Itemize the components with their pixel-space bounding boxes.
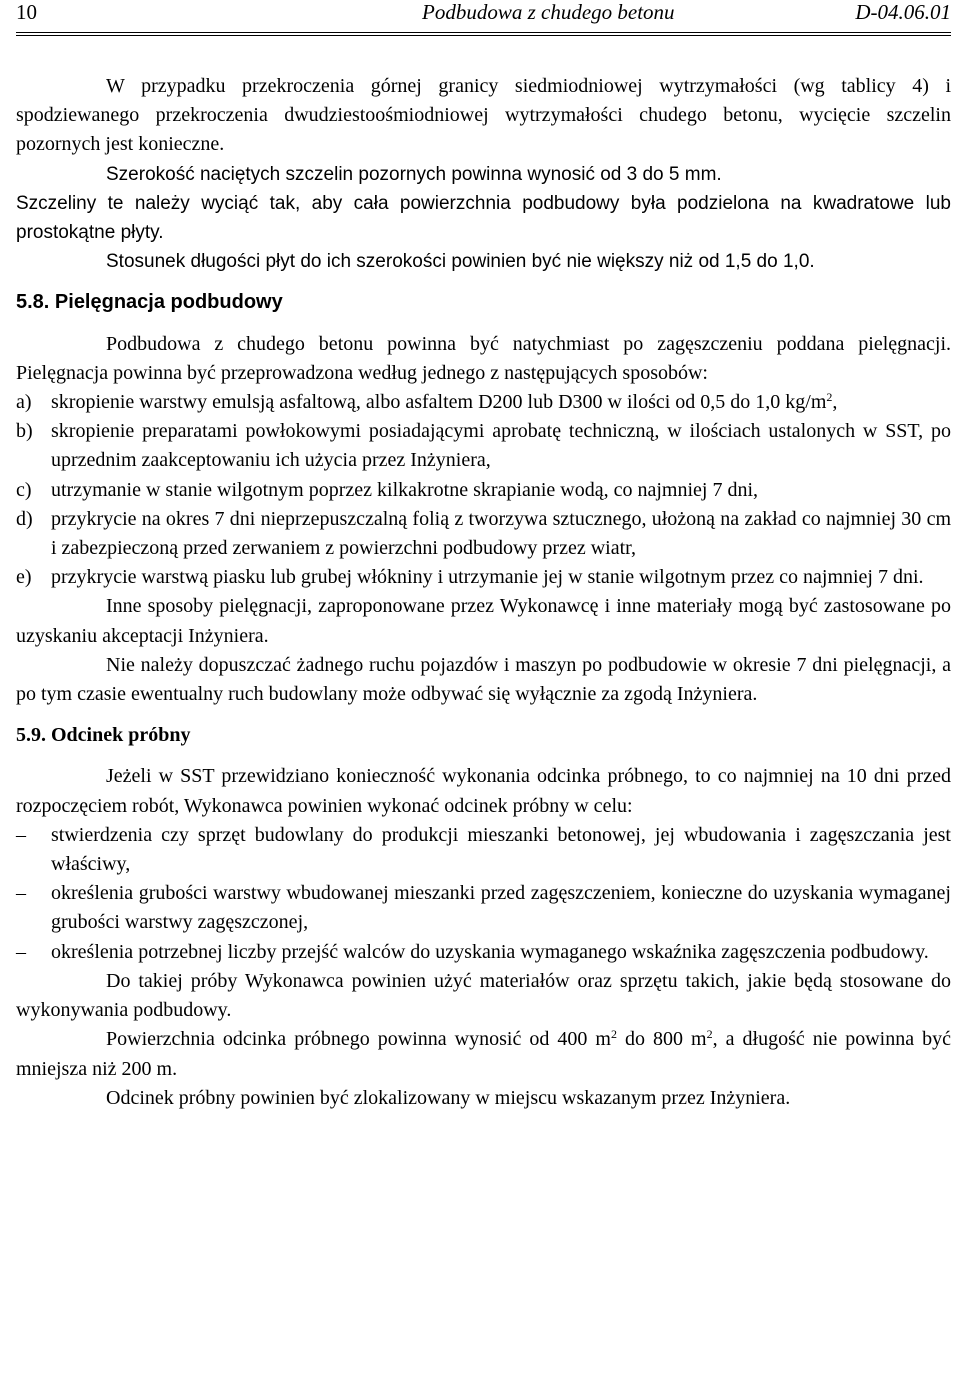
p3-part-a: Powierzchnia odcinka próbnego powinna wynosić od 400 m xyxy=(106,1028,611,1051)
list-marker: b) xyxy=(16,420,33,443)
list-marker: d) xyxy=(16,507,33,530)
list-item xyxy=(16,388,951,417)
superscript: 2 xyxy=(706,1027,713,1042)
document-body xyxy=(16,72,951,1113)
intro-paragraph-2: Szerokość naciętych szczelin pozornych powinna wynosić od 3 do 5 mm. xyxy=(106,163,722,185)
page-number: 10 xyxy=(16,0,37,24)
document-page xyxy=(16,0,952,1109)
list-item xyxy=(16,476,951,505)
list-item-text: przykrycie na okres 7 dni nieprzepuszczalną folią z tworzywa sztucznego, ułożoną na zakład co najmniej 30 cm i zabezpieczoną przed zerwaniem z powierzchni podbudowy przez wiatr, xyxy=(51,507,951,560)
page-header xyxy=(16,0,951,36)
list-item-text: stwierdzenia czy sprzęt budowlany do produkcji mieszanki betonowej, jej wbudowania i zagęszczania jest właściwy, xyxy=(51,823,951,876)
section-5-8-p1-a: Podbudowa z chudego betonu powinna być natychmiast po zagęszczeniu poddana pielęgnacji. xyxy=(106,332,951,355)
list-marker: a) xyxy=(16,391,32,414)
superscript: 2 xyxy=(610,1027,617,1042)
list-item-text: skropienie preparatami powłokowymi posiadającymi aprobatę techniczną, w ilościach ustalonych w SST, po uprzednim zaakceptowaniu ich użycia przez Inżyniera, xyxy=(51,420,951,472)
list-item xyxy=(16,938,951,967)
list-marker: c) xyxy=(16,478,32,501)
intro-paragraph-4: Stosunek długości płyt do ich szerokości powinien być nie większy niż od 1,5 do 1,0. xyxy=(106,251,815,273)
list-item-text: przykrycie warstwą piasku lub grubej włókniny i utrzymanie jej w stanie wilgotnym przez co najmniej 7 dni. xyxy=(51,566,924,589)
section-5-9-paragraph-4: Odcinek próbny powinien być zlokalizowany w miejscu wskazanym przez Inżyniera. xyxy=(106,1086,791,1109)
list-marker: – xyxy=(16,940,26,963)
care-methods-list xyxy=(16,388,951,592)
p3-part-c: , a długość nie powinna być mniejsza niż 200 m. xyxy=(16,1028,952,1080)
list-item-tail: , xyxy=(832,391,838,414)
list-item-text: skropienie warstwy emulsją asfaltową, albo asfaltem D200 lub D300 w ilości od 0,5 do 1,0 kg/m xyxy=(51,391,827,414)
list-marker: – xyxy=(16,882,26,905)
section-5-9-paragraph-2: Do takiej próby Wykonawca powinien użyć materiałów oraz sprzętu takich, jakie będą stosowane do wykonywania podbudowy. xyxy=(16,969,951,1022)
list-item-text: utrzymanie w stanie wilgotnym poprzez kilkakrotne skrapianie wodą, co najmniej 7 dni, xyxy=(51,478,759,501)
list-item xyxy=(16,417,951,475)
header-rule xyxy=(16,32,951,36)
list-item-text: określenia grubości warstwy wbudowanej mieszanki przed zagęszczeniem, konieczne do uzyskania wymaganej grubości warstwy zagęszczonej, xyxy=(51,882,951,934)
section-heading-5-8: 5.8. Pielęgnacja podbudowy xyxy=(16,291,283,314)
section-5-9-paragraph-1: Jeżeli w SST przewidziano konieczność wykonania odcinka próbnego, to co najmniej na 10 dni przed rozpoczęciem robót, Wykonawca powinien wykonać odcinek próbny w celu: xyxy=(16,765,951,817)
list-item xyxy=(16,821,951,879)
section-heading-5-9: 5.9. Odcinek próbny xyxy=(16,724,191,747)
section-5-9-paragraph-3 xyxy=(16,1025,951,1083)
list-marker: e) xyxy=(16,566,32,589)
list-item xyxy=(16,879,951,937)
intro-paragraph-3: Szczeliny te należy wyciąć tak, aby cała powierzchnia podbudowy była podzielona na kwadratowe lub prostokątne płyty. xyxy=(16,192,951,244)
trial-goals-list xyxy=(16,821,951,967)
section-5-8-p1-b: Pielęgnacja powinna być przeprowadzona według jednego z następujących sposobów: xyxy=(16,361,708,384)
p3-part-b: do 800 m xyxy=(616,1028,707,1051)
header-title: Podbudowa z chudego betonu xyxy=(422,0,675,24)
section-5-8-paragraph-1 xyxy=(16,330,951,388)
section-5-8-paragraph-3: Nie należy dopuszczać żadnego ruchu pojazdów i maszyn po podbudowie w okresie 7 dni pielęgnacji, a po tym czasie ewentualny ruch budowlany może odbywać się wyłącznie za zgodą Inżyniera. xyxy=(16,653,951,706)
header-code: D-04.06.01 xyxy=(855,0,951,24)
intro-paragraph-1: W przypadku przekroczenia górnej granicy siedmiodniowej wytrzymałości (wg tablicy 4) i spodziewanego przekroczenia dwudziestoośmiodniowej wytrzymałości chudego betonu, wycięcie szczelin pozornych jest konieczne. xyxy=(16,75,951,156)
list-item xyxy=(16,563,951,592)
section-5-8-paragraph-2: Inne sposoby pielęgnacji, zaproponowane przez Wykonawcę i inne materiały mogą być zastosowane po uzyskaniu akceptacji Inżyniera. xyxy=(16,595,951,647)
list-item xyxy=(16,505,951,563)
list-item-text: określenia potrzebnej liczby przejść walców do uzyskania wymaganego wskaźnika zagęszczenia podbudowy. xyxy=(51,940,929,963)
list-marker: – xyxy=(16,823,26,846)
superscript: 2 xyxy=(826,390,833,405)
